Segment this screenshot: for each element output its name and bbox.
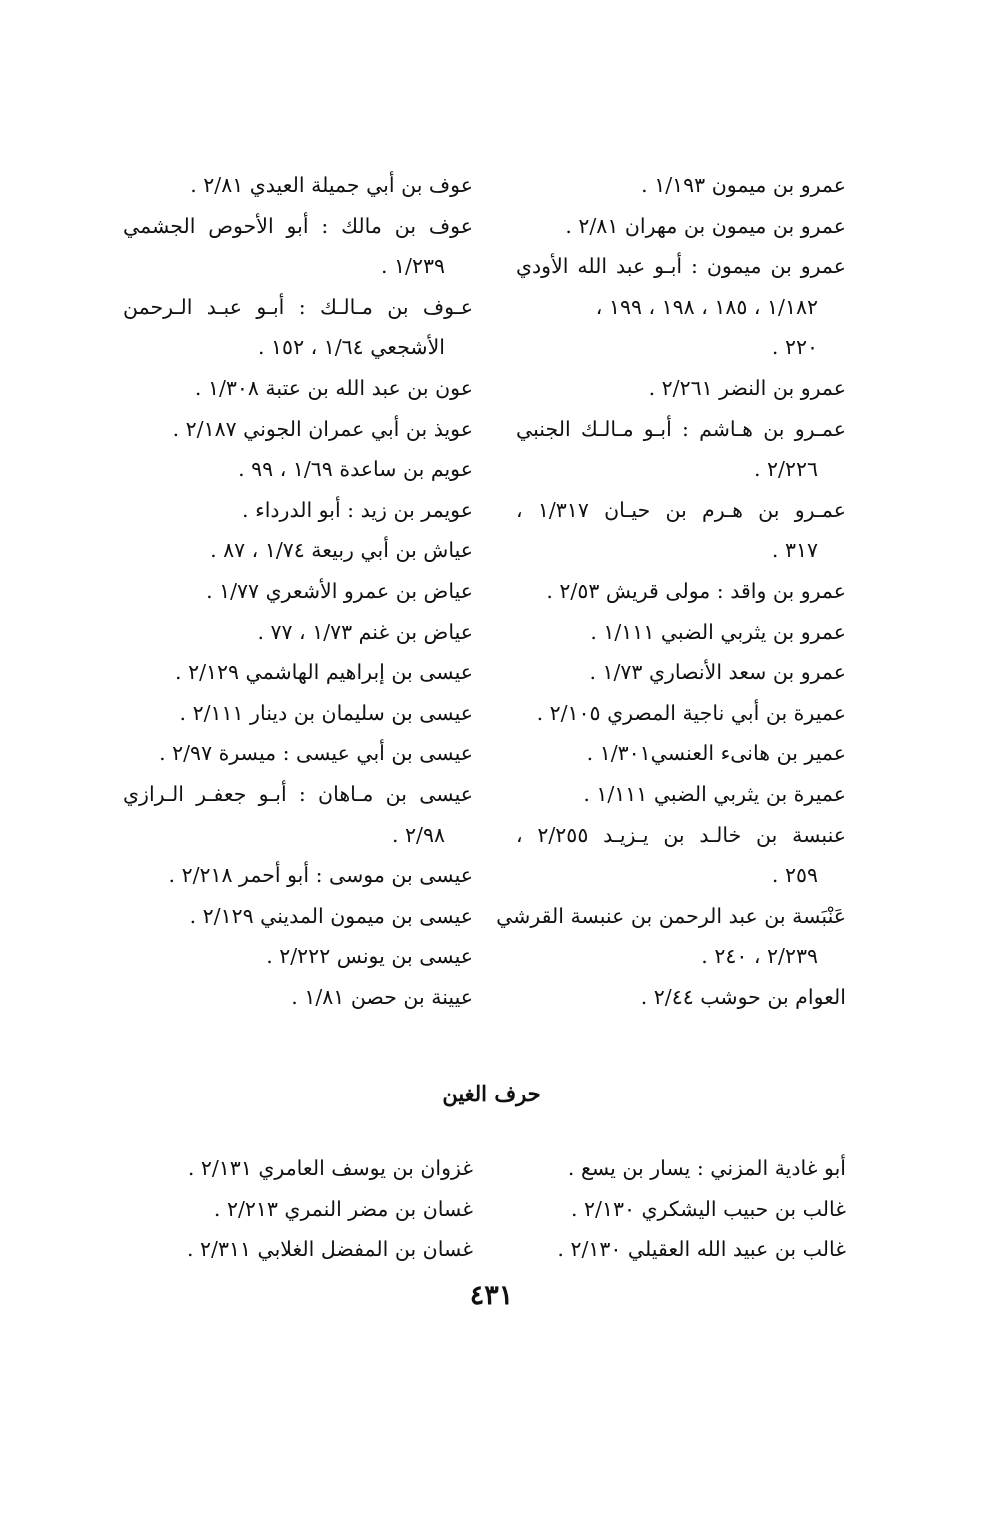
index-entry: عوف بن أبي جميلة العيدي ٢/٨١ .: [190, 173, 473, 197]
index-entry: عويمر بن زيد : أبو الدرداء .: [242, 497, 473, 522]
index-entry: عميرة بن يثربي الضبي ١/١١١ .: [583, 781, 846, 806]
index-entry-continuation: ٢/٢٢٦ .: [754, 457, 818, 482]
index-entry: عيسى بن سليمان بن دينار ٢/١١١ .: [179, 700, 473, 725]
section-heading: حرف الغين: [442, 1081, 541, 1106]
index-entry: عيسى بن أبي عيسى : ميسرة ٢/٩٧ .: [159, 741, 473, 766]
index-entry: غالب بن حبيب اليشكري ٢/١٣٠ .: [571, 1196, 846, 1221]
index-entry: عَنْبَسة بن عبد الرحمن بن عنبسة القرشي: [496, 903, 846, 928]
index-entry-continuation: ٢٢٠ .: [771, 335, 818, 360]
index-entry-continuation: ١/١٨٢ ، ١٨٥ ، ١٩٨ ، ١٩٩ ،: [595, 294, 818, 319]
index-entry-continuation: ١/٢٣٩ .: [381, 254, 445, 279]
index-entry: عنبسة بن خالـد بن يـزيـد ٢/٢٥٥ ،: [516, 822, 846, 847]
page-number: ٤٣١: [469, 1280, 514, 1311]
index-entry: عويم بن ساعدة ١/٦٩ ، ٩٩ .: [238, 457, 473, 482]
index-left-column-ghain: [123, 1148, 473, 1270]
index-entry: عمـرو بن هـاشم : أبـو مـالـك الجنبي: [516, 416, 846, 441]
index-right-column: [496, 165, 846, 1017]
index-entry-continuation: ٢/٢٣٩ ، ٢٤٠ .: [701, 944, 818, 969]
index-entry: غالب بن عبيد الله العقيلي ٢/١٣٠ .: [557, 1237, 846, 1262]
index-entry: عميرة بن أبي ناجية المصري ٢/١٠٥ .: [536, 700, 846, 725]
index-entry: عمرو بن واقد : مولى قريش ٢/٥٣ .: [546, 578, 846, 603]
index-entry: عياض بن غنم ١/٧٣ ، ٧٧ .: [257, 619, 473, 644]
index-right-column-ghain: [516, 1148, 846, 1270]
index-entry: عمرو بن النضر ٢/٢٦١ .: [648, 375, 846, 400]
index-entry: عمرو بن ميمون : أبـو عبد الله الأودي: [516, 254, 846, 279]
index-entry: عياش بن أبي ربيعة ١/٧٤ ، ٨٧ .: [210, 538, 473, 563]
index-entry: عـوف بن مـالـك : أبـو عبـد الـرحمن: [123, 294, 473, 319]
index-entry: عيسى بن يونس ٢/٢٢٢ .: [266, 944, 473, 969]
index-left-column: [123, 165, 473, 1017]
index-entry: العوام بن حوشب ٢/٤٤ .: [640, 984, 846, 1009]
index-entry: عمـرو بن هـرم بن حيـان ١/٣١٧ ،: [516, 497, 846, 522]
index-entry: عيسى بن مـاهان : أبـو جعفـر الـرازي: [123, 781, 473, 806]
index-entry: عمرو بن سعد الأنصاري ١/٧٣ .: [589, 660, 846, 685]
index-entry: عمير بن هانىء العنسي١/٣٠١ .: [586, 741, 846, 766]
index-entry-continuation: ٣١٧ .: [771, 538, 818, 563]
index-entry-continuation: الأشجعي ١/٦٤ ، ١٥٢ .: [258, 335, 445, 360]
index-entry: عيينة بن حصن ١/٨١ .: [291, 984, 473, 1009]
index-entry: غزوان بن يوسف العامري ٢/١٣١ .: [187, 1156, 473, 1180]
index-entry: عمرو بن ميمون ١/١٩٣ .: [641, 173, 846, 197]
index-entry: عمرو بن ميمون بن مهران ٢/٨١ .: [565, 213, 846, 238]
index-entry: عيسى بن ميمون المديني ٢/١٢٩ .: [189, 903, 473, 928]
index-entry-continuation: ٢/٩٨ .: [392, 822, 445, 847]
index-entry: غسان بن المفضل الغلابي ٢/٣١١ .: [186, 1237, 473, 1262]
index-entry: عيسى بن موسى : أبو أحمر ٢/٢١٨ .: [168, 863, 473, 888]
index-entry: عمرو بن يثربي الضبي ١/١١١ .: [590, 619, 846, 644]
index-entry-continuation: ٢٥٩ .: [771, 863, 818, 888]
index-entry: أبو غادية المزني : يسار بن يسع .: [567, 1156, 846, 1180]
index-entry: عويذ بن أبي عمران الجوني ٢/١٨٧ .: [172, 416, 473, 441]
index-entry: عياض بن عمرو الأشعري ١/٧٧ .: [206, 578, 473, 603]
index-entry: عون بن عبد الله بن عتبة ١/٣٠٨ .: [194, 375, 473, 400]
index-entry: عوف بن مالك : أبو الأحوص الجشمي: [123, 213, 473, 238]
index-entry: عيسى بن إبراهيم الهاشمي ٢/١٢٩ .: [175, 660, 473, 685]
index-entry: غسان بن مضر النمري ٢/٢١٣ .: [213, 1196, 473, 1221]
